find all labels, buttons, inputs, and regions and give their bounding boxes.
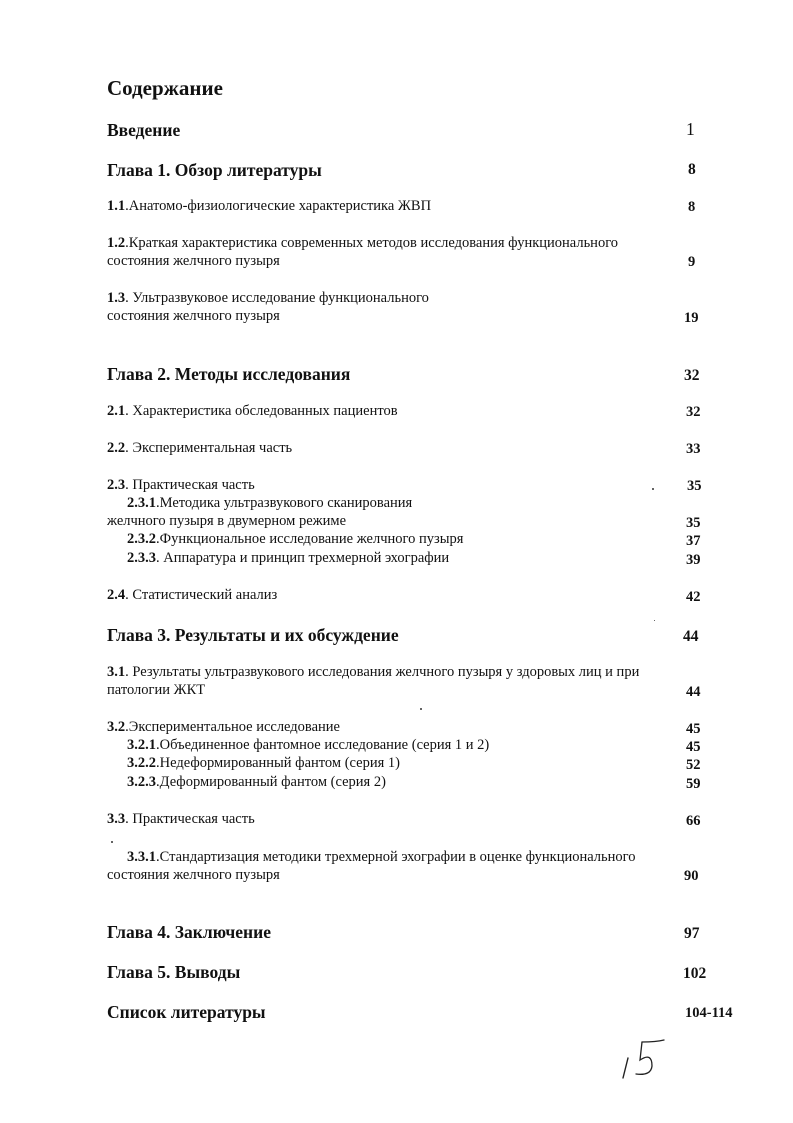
- toc-entry-chapter-4: Глава 4. Заключение: [107, 922, 271, 942]
- toc-page-3-2-1: 45: [686, 739, 701, 755]
- toc-entry-2-3-1: 2.3.1.Методика ультразвукового сканирования: [127, 495, 413, 511]
- toc-entry-3-2-1: 3.2.1.Объединенное фантомное исследование (серия 1 и 2): [127, 737, 490, 753]
- toc-entry-2-3-3: 2.3.3. Аппаратура и принцип трехмерной эхографии: [127, 550, 450, 566]
- toc-entry-chapter-5: Глава 5. Выводы: [107, 962, 241, 982]
- toc-entry-3-3: 3.3. Практическая часть: [107, 811, 255, 827]
- toc-page-1-1: 8: [688, 199, 696, 215]
- toc-page-3-2-3: 59: [686, 776, 701, 792]
- toc-entry-2-1: 2.1. Характеристика обследованных пациентов: [107, 403, 398, 419]
- toc-page-2-4: 42: [686, 589, 701, 605]
- toc-page-1-3: 19: [684, 310, 699, 326]
- handwritten-mark: [618, 1038, 668, 1082]
- toc-page-2-3-1: 35: [686, 515, 701, 531]
- toc-entry-3-2-2: 3.2.2.Недеформированный фантом (серия 1): [127, 755, 400, 771]
- toc-entry-2-3-1-line2: желчного пузыря в двумерном режиме: [107, 513, 347, 529]
- toc-page-3-2: 45: [686, 721, 701, 737]
- toc-page-chapter-4: 97: [684, 925, 700, 942]
- toc-page-3-2-2: 52: [686, 757, 701, 773]
- toc-entry-2-3-2: 2.3.2.Функциональное исследование желчного пузыря: [127, 531, 464, 547]
- toc-entry-1-2: 1.2.Краткая характеристика современных методов исследования функционального: [107, 235, 619, 251]
- toc-entry-chapter-3: Глава 3. Результаты и их обсуждение: [107, 625, 399, 645]
- toc-entry-3-3-1: 3.3.1.Стандартизация методики трехмерной эхографии в оценке функционального: [127, 849, 636, 865]
- toc-entry-2-4: 2.4. Статистический анализ: [107, 587, 278, 603]
- toc-page-2-2: 33: [686, 441, 701, 457]
- toc-page-1-2: 9: [688, 254, 696, 270]
- toc-entry-chapter-2: Глава 2. Методы исследования: [107, 364, 351, 384]
- toc-entry-intro: Введение: [107, 120, 181, 140]
- toc-entry-1-2-line2: состояния желчного пузыря: [107, 253, 280, 269]
- toc-entry-3-1-line2: патологии ЖКТ: [107, 682, 206, 698]
- toc-entry-3-2: 3.2.Экспериментальное исследование: [107, 719, 340, 735]
- toc-page-intro: 1: [686, 119, 695, 139]
- toc-page-chapter-1: 8: [688, 161, 696, 178]
- toc-entry-3-1: 3.1. Результаты ультразвукового исследования желчного пузыря у здоровых лиц и при: [107, 664, 640, 680]
- toc-page-3-3: 66: [686, 813, 701, 829]
- toc-entry-2-3: 2.3. Практическая часть: [107, 477, 255, 493]
- toc-entry-2-2: 2.2. Экспериментальная часть: [107, 440, 293, 456]
- toc-page-chapter-3: 44: [683, 628, 699, 645]
- page-title: Содержание: [107, 76, 223, 100]
- toc-page-chapter-2: 32: [684, 367, 700, 384]
- toc-page-2-3-2: 37: [686, 533, 701, 549]
- toc-entry-1-1: 1.1.Анатомо-физиологические характеристика ЖВП: [107, 198, 432, 214]
- toc-page-references: 104-114: [685, 1005, 733, 1021]
- toc-page-3-1: 44: [686, 684, 701, 700]
- toc-entry-1-3-line2: состояния желчного пузыря: [107, 308, 280, 324]
- toc-page-2-1: 32: [686, 404, 701, 420]
- toc-entry-3-2-3: 3.2.3.Деформированный фантом (серия 2): [127, 774, 386, 790]
- toc-page-2-3: 35: [687, 478, 702, 494]
- toc-entry-references: Список литературы: [107, 1002, 266, 1022]
- toc-page-2-3-3: 39: [686, 552, 701, 568]
- toc-entry-chapter-1: Глава 1. Обзор литературы: [107, 160, 322, 180]
- toc-page-3-3-1: 90: [684, 868, 699, 884]
- toc-page-chapter-5: 102: [683, 965, 707, 982]
- toc-entry-3-3-1-line2: состояния желчного пузыря: [107, 867, 280, 883]
- toc-entry-1-3: 1.3. Ультразвуковое исследование функционального: [107, 290, 429, 306]
